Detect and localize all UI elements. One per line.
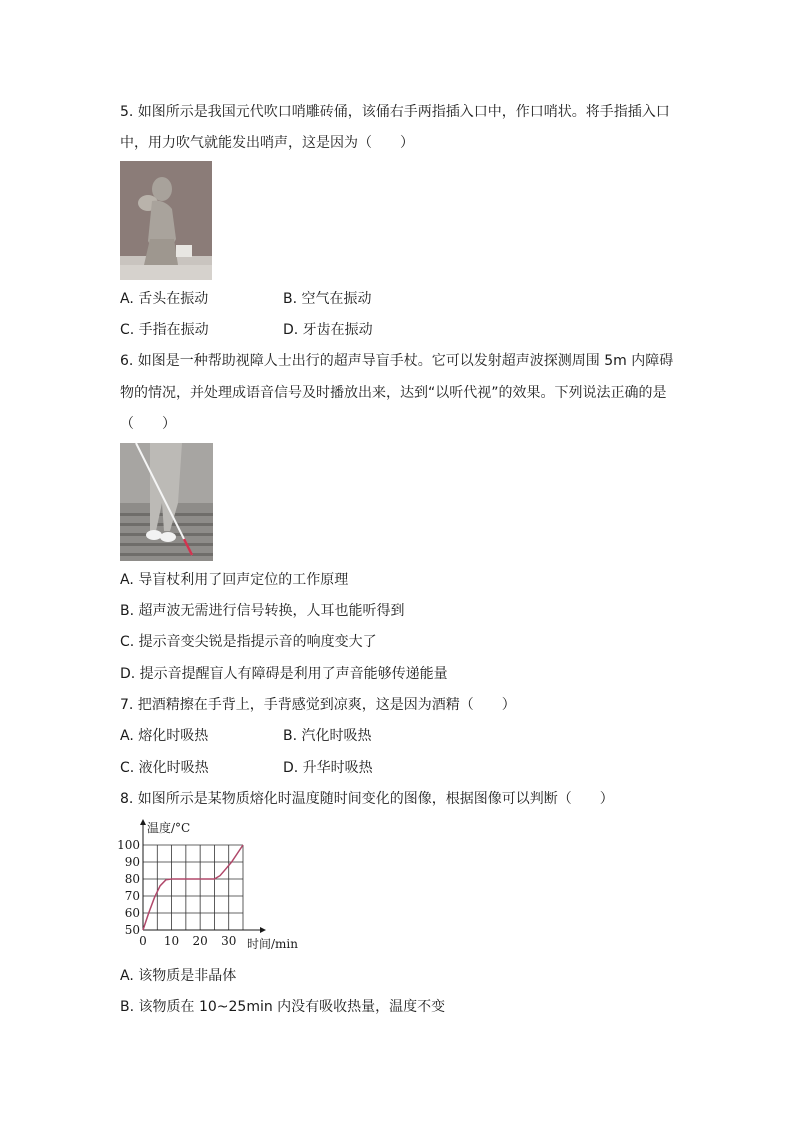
q8-stem: 8. 如图所示是某物质熔化时温度随时间变化的图像，根据图像可以判断（ ） bbox=[120, 791, 614, 807]
q5-option-a: A. 舌头在振动 bbox=[120, 291, 209, 307]
x-axis-arrow bbox=[260, 927, 266, 933]
y-tick-label: 70 bbox=[124, 889, 140, 903]
graph-svg bbox=[112, 815, 307, 955]
y-tick-label: 100 bbox=[117, 838, 140, 852]
q6-option-a: A. 导盲杖利用了回声定位的工作原理 bbox=[120, 572, 349, 588]
q7-option-a: A. 熔化时吸热 bbox=[120, 728, 209, 744]
y-tick-label: 50 bbox=[124, 923, 140, 937]
y-axis-label: 温度/°C bbox=[147, 821, 191, 835]
x-tick-label: 0 bbox=[139, 934, 147, 948]
y-axis-arrow bbox=[140, 819, 146, 825]
q8-option-b: B. 该物质在 10~25min 内没有吸收热量，温度不变 bbox=[120, 999, 446, 1015]
q6-stem-line1: 6. 如图是一种帮助视障人士出行的超声导盲手杖。它可以发射超声波探测周围 5m 内障碍 bbox=[120, 353, 674, 369]
q7-option-d: D. 升华时吸热 bbox=[283, 760, 373, 776]
q7-stem: 7. 把酒精擦在手背上，手背感觉到凉爽，这是因为酒精（ ） bbox=[120, 697, 516, 713]
brick-figurine-photo bbox=[120, 161, 212, 280]
q5-option-d: D. 牙齿在振动 bbox=[283, 322, 373, 338]
q8-option-a: A. 该物质是非晶体 bbox=[120, 968, 237, 984]
guide-cane-photo bbox=[120, 443, 213, 561]
y-tick-label: 80 bbox=[124, 872, 140, 886]
temperature-time-graph bbox=[112, 815, 307, 955]
q5-stem-line2: 中，用力吹气就能发出哨声，这是因为（ ） bbox=[120, 135, 414, 151]
y-tick-label: 60 bbox=[124, 906, 140, 920]
q5-option-b: B. 空气在振动 bbox=[283, 291, 372, 307]
q6-option-d: D. 提示音提醒盲人有障碍是利用了声音能够传递能量 bbox=[120, 666, 448, 682]
q7-option-c: C. 液化时吸热 bbox=[120, 760, 209, 776]
graph-tick-labels bbox=[117, 838, 236, 948]
graph-grid bbox=[143, 845, 243, 930]
q6-option-c: C. 提示音变尖锐是指提示音的响度变大了 bbox=[120, 634, 377, 650]
x-tick-label: 10 bbox=[163, 934, 180, 948]
q5-option-c: C. 手指在振动 bbox=[120, 322, 209, 338]
q6-stem-line3: （ ） bbox=[120, 416, 176, 432]
graph-axes bbox=[140, 819, 266, 933]
q6-stem-line2: 物的情况，并处理成语音信号及时播放出来，达到“以听代视”的效果。下列说法正确的是 bbox=[120, 385, 667, 401]
q7-option-b: B. 汽化时吸热 bbox=[283, 728, 372, 744]
q5-stem-line1: 5. 如图所示是我国元代吹口哨雕砖俑，该俑右手两指插入口中，作口哨状。将手指插入口 bbox=[120, 104, 670, 120]
y-tick-label: 90 bbox=[124, 855, 140, 869]
x-tick-label: 30 bbox=[221, 934, 237, 948]
x-tick-label: 20 bbox=[192, 934, 208, 948]
x-axis-label: 时间/min bbox=[247, 937, 298, 951]
q6-option-b: B. 超声波无需进行信号转换，人耳也能听得到 bbox=[120, 603, 405, 619]
melting-curve bbox=[143, 845, 243, 930]
